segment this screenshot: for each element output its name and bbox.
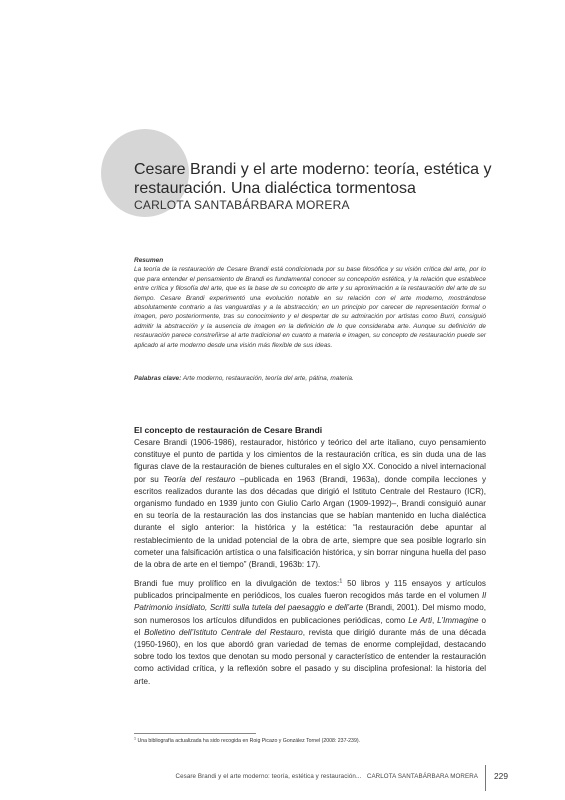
p1-text-a: Cesare Brandi (1906-1986), restaurador, histórico y teórico del arte italiano, cuyo pensamiento constituye el punto de partida y los cimientos de la restauración crítica, es sin duda una de las figuras clave de la restauración de bienes culturales en el siglo XX. Conocido a nivel internacional por su: [134, 438, 486, 484]
footnote-ref: 1: [339, 578, 343, 585]
footnote-text: Una bibliografía actualizada ha sido recogida en Roig Picazo y González Tornel (2008: 237-239).: [136, 738, 360, 744]
p2-text-c: (Brandi, 2001). Del mismo modo, son numerosos los artículos difundidos en publicaciones periódicas, como: [134, 603, 486, 625]
article-title: Cesare Brandi y el arte moderno: teoría, estética y restauración. Una dialéctica tormentosa: [134, 161, 492, 197]
p2-italic-2: Le Arti: [408, 615, 432, 625]
p2-italic-4: Bolletino dell’Istituto Centrale del Restauro: [144, 627, 303, 637]
footer-divider: [485, 765, 486, 791]
article-author: CARLOTA SANTABÁRBARA MORERA: [134, 198, 350, 212]
p2-text-b: 50 libros y 115 ensayos y artículos publicados principalmente en periódicos, los cuales fueron recogidos más tarde en el volumen: [134, 579, 486, 601]
section-heading: El concepto de restauración de Cesare Brandi: [134, 425, 323, 435]
p2-italic-3: L’Immagine: [437, 615, 479, 625]
footnote: [134, 738, 486, 744]
p1-text-b: –publicada en 1963 (Brandi, 1963a), donde compila lecciones y escritos realizados durante las dos décadas que dirigió el Istituto Centrale del Restauro (ICR), organismo fundado en 1939 junto con Giulio Carlo Argan (1909-1992)–, Brandi consiguió aunar en su teoría de la restauración las dos instancias que se habían mantenido en lucha dialéctica durante el siglo anterior: la histórica y la estética: “la restauración debe apuntar al restablecimiento de la unidad potencial de la obra de arte, siempre que sea posible lograrlo sin cometer una falsificación artística o una falsificación histórica, y sin borrar ninguna huella del paso de la obra de arte en el tiempo” (Brandi, 1963b: 17).: [134, 474, 486, 570]
abstract-body: La teoría de la restauración de Cesare Brandi está condicionada por su base filosófica y su visión crítica del arte, por lo que para entender el pensamiento de Brandi es fundamental conocer su concepción estética, y la relación que establece entre crítica y filosofía del arte, que es la base de su concepto de arte y su aproximación a la restauración del arte de su tiempo. Cesare Brandi experimentó una evolución notable en su relación con el arte moderno, mostrándose absolutamente contrario a las vanguardias y a la abstracción; en un principio por carecer de representación formal o imagen, pero posteriormente, tras su conocimiento y el despertar de su admiración por artistas como Burri, consiguió admitir la abstracción y la ausencia de imagen en la definición de lo que consideraba arte. Aunque su definición de restauración parece constreñirse al arte tradicional en cuanto a materia e imagen, su concepto de restauración puede ser aplicado al arte moderno desde una visión más flexible de sus ideas.: [134, 266, 486, 349]
running-footer: [168, 773, 478, 780]
p2-italic-1: Il Patrimonio insidiato, Scritti sulla tutela del paesaggio e dell’arte: [134, 591, 486, 613]
p2-text-d: ,: [432, 615, 438, 625]
p1-italic-title: Teoría del restauro: [163, 474, 236, 484]
footnote-number: 1: [134, 736, 137, 741]
p2-text-f: , revista que dirigió durante más de una década (1950-1960), en los que abordó gran variedad de temas de enorme complejidad, destacando sobre todo los textos que denotan su modo personal y característico de entender la restauración como actividad crítica, y la reflexión sobre el pasado y su disciplina profesional: la historia del arte.: [134, 627, 486, 686]
abstract-heading: Resumen: [134, 257, 164, 264]
running-title: Cesare Brandi y el arte moderno: teoría, estética y restauración...: [175, 773, 362, 780]
abstract: [134, 256, 486, 350]
p2-text-a: Brandi fue muy prolífico en la divulgación de textos:: [134, 579, 340, 588]
keywords-text: Arte moderno, restauración, teoría del arte, pátina, materia.: [182, 375, 354, 382]
keywords: [134, 375, 486, 382]
body-paragraph-1: [134, 437, 486, 571]
page-number: 229: [494, 771, 508, 781]
body-paragraph-2: [134, 578, 486, 688]
footnote-divider: [134, 733, 256, 734]
running-author: CARLOTA SANTABÁRBARA MORERA: [366, 773, 478, 780]
p2-text-e: o el: [134, 615, 486, 637]
keywords-label: Palabras clave:: [134, 375, 182, 382]
